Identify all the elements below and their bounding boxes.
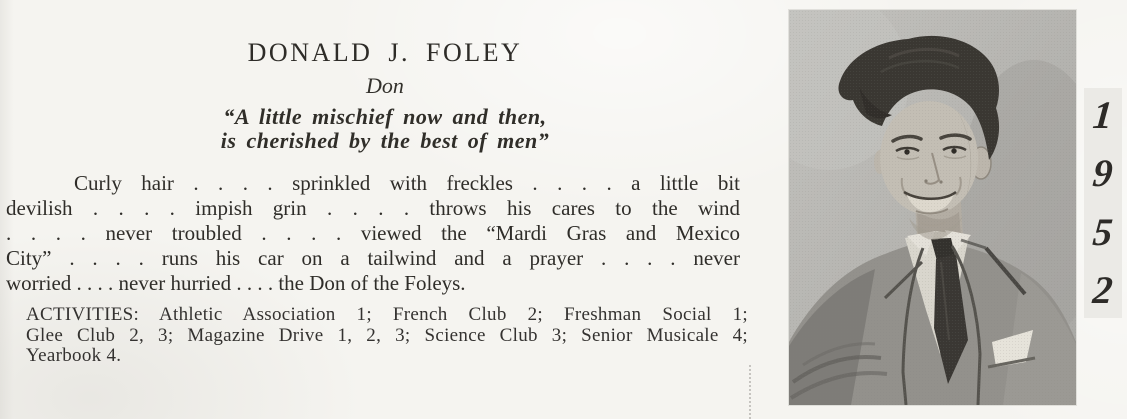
student-portrait-photo bbox=[789, 10, 1076, 405]
student-nickname: Don bbox=[366, 73, 404, 98]
year-digit: 2 bbox=[1091, 268, 1115, 312]
activities-line: Yearbook 4. bbox=[26, 345, 122, 366]
year-digit: 5 bbox=[1091, 210, 1115, 254]
activities-line: ACTIVITIES: Athletic Association 1; French Club 2; Freshman Social 1; bbox=[26, 304, 748, 325]
class-year-strip bbox=[1084, 88, 1122, 318]
year-digit: 9 bbox=[1091, 152, 1115, 196]
student-name: DONALD J. FOLEY bbox=[247, 38, 523, 67]
activities-paragraph bbox=[26, 305, 748, 367]
bio-line: Curly hair . . . . sprinkled with freckles . . . . a little bit bbox=[74, 171, 740, 195]
quote-line-1: “A little mischief now and then, bbox=[223, 104, 547, 129]
quote-line-2: is cherished by the best of men” bbox=[220, 128, 550, 153]
portrait-illustration bbox=[789, 10, 1076, 405]
year-digit: 1 bbox=[1091, 94, 1115, 137]
bio-line: . . . . never troubled . . . . viewed the “Mardi Gras and Mexico bbox=[6, 221, 740, 245]
bio-line: devilish . . . . impish grin . . . . throws his cares to the wind bbox=[6, 196, 740, 220]
paper-crease-artifact bbox=[749, 365, 751, 419]
student-quote bbox=[0, 105, 770, 153]
bio-line: worried . . . . never hurried . . . . the Don of the Foleys. bbox=[6, 271, 466, 295]
activities-line: Glee Club 2, 3; Magazine Drive 1, 2, 3; Science Club 3; Senior Musicale 4; bbox=[26, 324, 748, 346]
bio-paragraph bbox=[6, 171, 740, 296]
bio-line: City” . . . . runs his car on a tailwind and a prayer . . . . never bbox=[6, 246, 740, 270]
